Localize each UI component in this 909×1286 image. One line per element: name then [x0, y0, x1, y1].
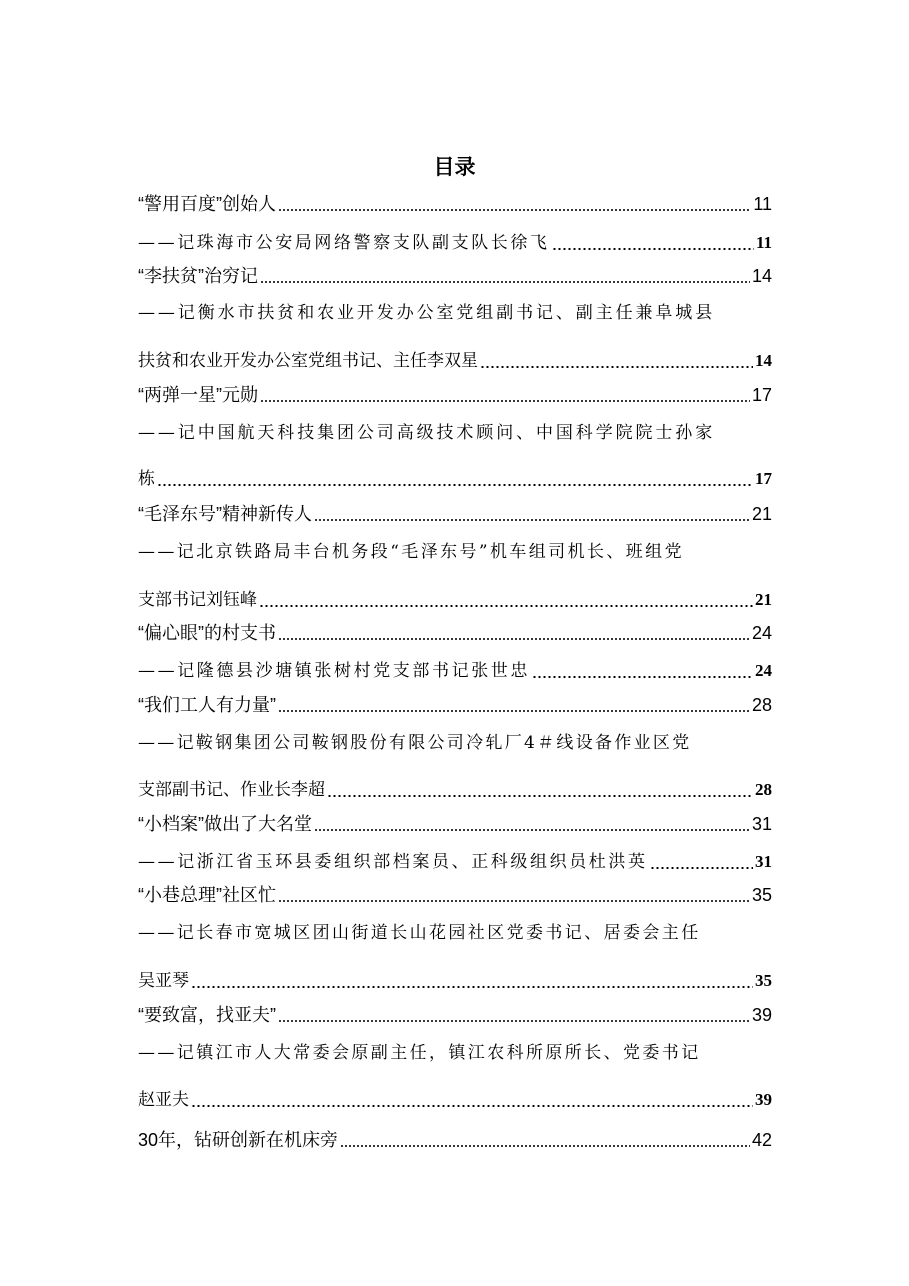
toc-subentry-label: ——记衡水市扶贫和农业开发办公室党组副书记、副主任兼阜城县	[138, 303, 716, 323]
toc-subentry-label: 支部书记刘钰峰	[138, 590, 257, 610]
toc-page-number: 31	[755, 852, 772, 871]
toc-subentry-label: ——记长春市宽城区团山街道长山花园社区党委书记、居委会主任	[138, 923, 701, 943]
dot-leader	[260, 281, 750, 283]
toc-page-number: 31	[751, 814, 772, 834]
dot-leader	[157, 484, 753, 486]
toc-subentry-line	[138, 916, 772, 944]
toc-entry[interactable]	[138, 998, 772, 1026]
dot-leader	[650, 867, 753, 869]
toc-page-number: 39	[751, 1005, 772, 1025]
toc-subentry-label: 赵亚夫	[138, 1090, 189, 1110]
toc-subentry-line	[138, 726, 772, 754]
toc-entry[interactable]	[138, 688, 772, 716]
toc-entry[interactable]	[138, 378, 772, 406]
toc-page-number: 14	[751, 266, 772, 286]
toc-entry-label: “偏心眼”的村支书	[138, 623, 276, 643]
toc-subentry-label: 扶贫和农业开发办公室党组书记、主任李双星	[138, 351, 478, 371]
toc-subentry-label: 栋	[138, 469, 155, 489]
toc-entry-label: “两弹一星”元勋	[138, 385, 258, 405]
toc-subentry-label: ——记中国航天科技集团公司高级技术顾问、中国科学院院士孙家	[138, 423, 716, 443]
toc-page-number: 21	[751, 504, 772, 524]
toc-entry-label: “小档案”做出了大名堂	[138, 814, 312, 834]
toc-entry-label: “警用百度”创始人	[138, 194, 276, 214]
toc-subentry[interactable]	[138, 462, 772, 490]
dot-leader	[552, 248, 754, 250]
toc-page-number: 17	[755, 469, 772, 488]
toc-subentry-label: ——记珠海市公安局网络警察支队副支队长徐飞	[138, 233, 550, 253]
dot-leader	[278, 710, 750, 712]
dot-leader	[259, 605, 753, 607]
toc-page-number: 14	[755, 351, 772, 370]
dot-leader	[327, 795, 753, 797]
dot-leader	[260, 400, 750, 402]
toc-page-number: 28	[751, 695, 772, 715]
toc-page-number: 17	[751, 385, 772, 405]
toc-page-number: 11	[755, 233, 772, 252]
dot-leader	[278, 1020, 750, 1022]
toc-page-number: 35	[755, 971, 772, 990]
toc-entry[interactable]	[138, 616, 772, 644]
dot-leader	[278, 209, 751, 211]
toc-page-number: 42	[751, 1130, 772, 1150]
dot-leader	[480, 366, 753, 368]
toc-subentry[interactable]	[138, 344, 772, 372]
toc-subentry[interactable]	[138, 583, 772, 611]
toc-subentry[interactable]	[138, 845, 772, 873]
toc-subentry-line	[138, 535, 772, 563]
toc-subentry[interactable]	[138, 226, 772, 254]
toc-entry-label: “要致富，找亚夫”	[138, 1005, 276, 1025]
toc-entry-label: 30年，钻研创新在机床旁	[138, 1130, 339, 1150]
toc-subentry-label: ——记隆德县沙塘镇张树村党支部书记张世忠	[138, 661, 530, 681]
dot-leader	[532, 676, 753, 678]
toc-subentry[interactable]	[138, 654, 772, 682]
toc-page-number: 21	[755, 590, 772, 609]
toc-subentry-label: ——记北京铁路局丰台机务段“毛泽东号”机车组司机长、班组党	[138, 542, 684, 562]
toc-page-number: 28	[755, 780, 772, 799]
dot-leader	[314, 829, 750, 831]
toc-page-number: 35	[751, 885, 772, 905]
toc-subentry[interactable]	[138, 964, 772, 992]
toc-subentry-line	[138, 296, 772, 324]
dot-leader	[314, 519, 750, 521]
toc-entry[interactable]	[138, 259, 772, 287]
dot-leader	[278, 900, 750, 902]
dot-leader	[191, 986, 753, 988]
toc-page-number: 11	[753, 194, 772, 214]
toc-page-number: 24	[751, 623, 772, 643]
toc-entry-label: “小巷总理”社区忙	[138, 885, 276, 905]
toc-subentry-label: ——记浙江省玉环县委组织部档案员、正科级组织员杜洪英	[138, 852, 648, 872]
toc-page-number: 24	[755, 661, 772, 680]
toc-entry[interactable]	[138, 497, 772, 525]
toc-subentry[interactable]	[138, 1083, 772, 1111]
toc-entry-label: “毛泽东号”精神新传人	[138, 504, 312, 524]
toc-page-number: 39	[755, 1090, 772, 1109]
toc-entry-label: “我们工人有力量”	[138, 695, 276, 715]
dot-leader	[278, 638, 750, 640]
toc-entry[interactable]	[138, 1123, 772, 1151]
toc-subentry-line	[138, 1036, 772, 1064]
toc-title: 目录	[433, 155, 476, 179]
toc-entry[interactable]	[138, 878, 772, 906]
dot-leader	[340, 1145, 750, 1147]
toc-subentry-label: ——记镇江市人大常委会原副主任，镇江农科所原所长、党委书记	[138, 1043, 701, 1063]
toc-subentry[interactable]	[138, 773, 772, 801]
toc-subentry-label: ——记鞍钢集团公司鞍钢股份有限公司冷轧厂4＃线设备作业区党	[138, 733, 692, 753]
toc-subentry-line	[138, 416, 772, 444]
toc-entry[interactable]	[138, 187, 772, 215]
toc-subentry-label: 吴亚琴	[138, 971, 189, 991]
toc-subentry-label: 支部副书记、作业长李超	[138, 780, 325, 800]
toc-entry[interactable]	[138, 807, 772, 835]
dot-leader	[191, 1105, 753, 1107]
toc-entry-label: “李扶贫”治穷记	[138, 266, 258, 286]
